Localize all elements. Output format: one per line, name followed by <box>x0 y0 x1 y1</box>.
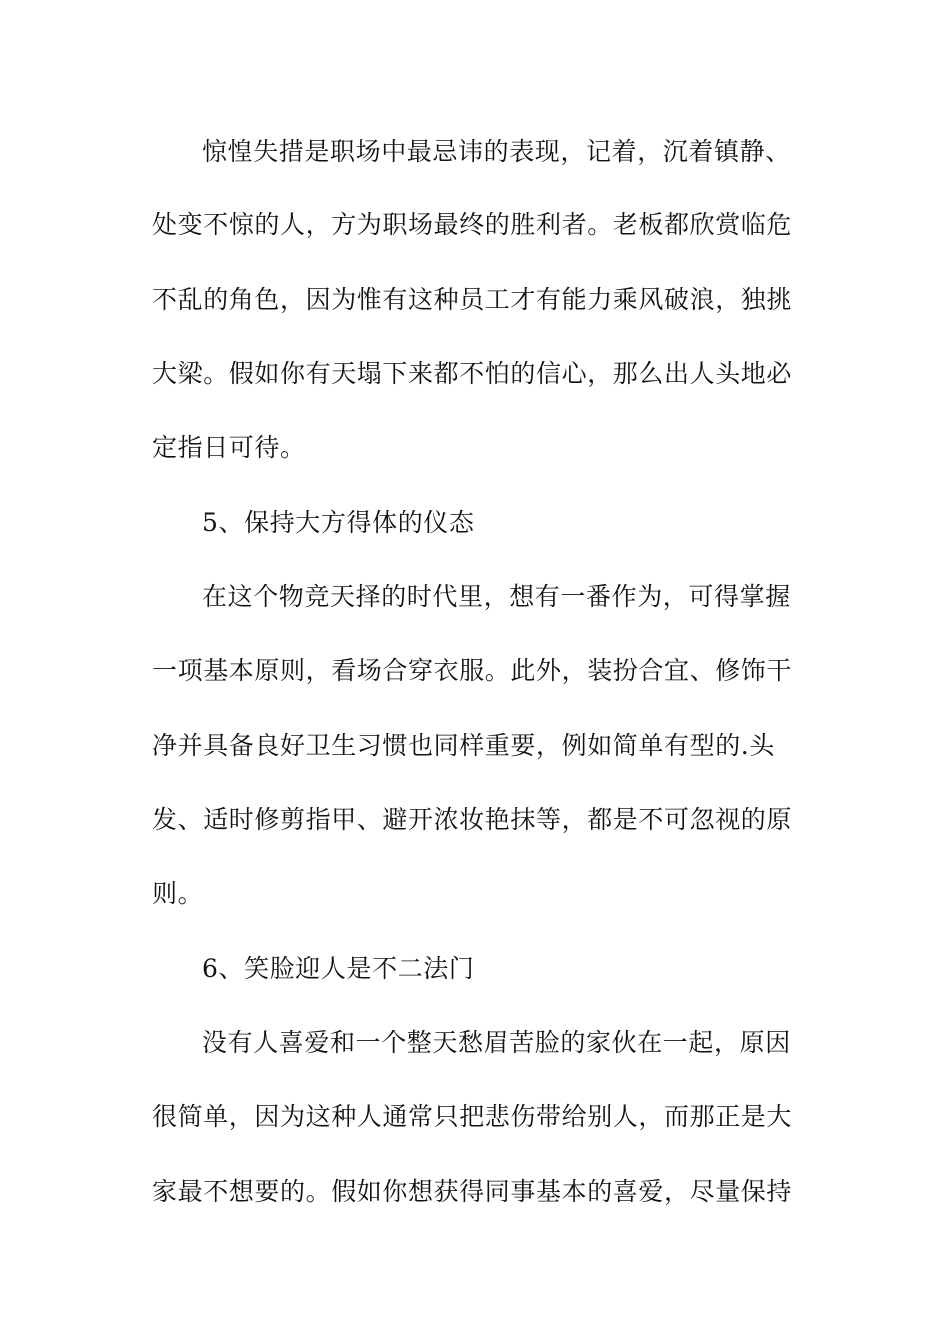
section-heading: 5、保持大方得体的仪态 <box>202 508 475 537</box>
paragraph-line: 在这个物竞天择的时代里，想有一番作为，可得掌握 <box>202 582 791 611</box>
paragraph-line: 一项基本原则，看场合穿衣服。此外，装扮合宜、修饰干 <box>152 656 793 685</box>
paragraph-line: 不乱的角色，因为惟有这种员工才有能力乘风破浪，独挑 <box>152 285 793 314</box>
paragraph-line: 则。 <box>152 879 204 908</box>
section-heading: 6、笑脸迎人是不二法门 <box>202 954 475 983</box>
paragraph-line: 家最不想要的。假如你想获得同事基本的喜爱，尽量保持 <box>152 1177 793 1206</box>
paragraph-line: 处变不惊的人，方为职场最终的胜利者。老板都欣赏临危 <box>152 210 793 239</box>
paragraph-line: 惊惶失措是职场中最忌讳的表现，记着，沉着镇静、 <box>202 137 791 166</box>
paragraph-line: 很简单，因为这种人通常只把悲伤带给别人，而那正是大 <box>152 1102 793 1131</box>
paragraph-line: 发、适时修剪指甲、避开浓妆艳抹等，都是不可忽视的原 <box>152 805 793 834</box>
paragraph-line: 大梁。假如你有天塌下来都不怕的信心，那么出人头地必 <box>152 359 793 388</box>
paragraph-line: 没有人喜爱和一个整天愁眉苦脸的家伙在一起，原因 <box>202 1028 791 1057</box>
paragraph-line: 定指日可待。 <box>152 433 306 462</box>
paragraph-line: 净并具备良好卫生习惯也同样重要，例如简单有型的.头 <box>152 731 775 760</box>
